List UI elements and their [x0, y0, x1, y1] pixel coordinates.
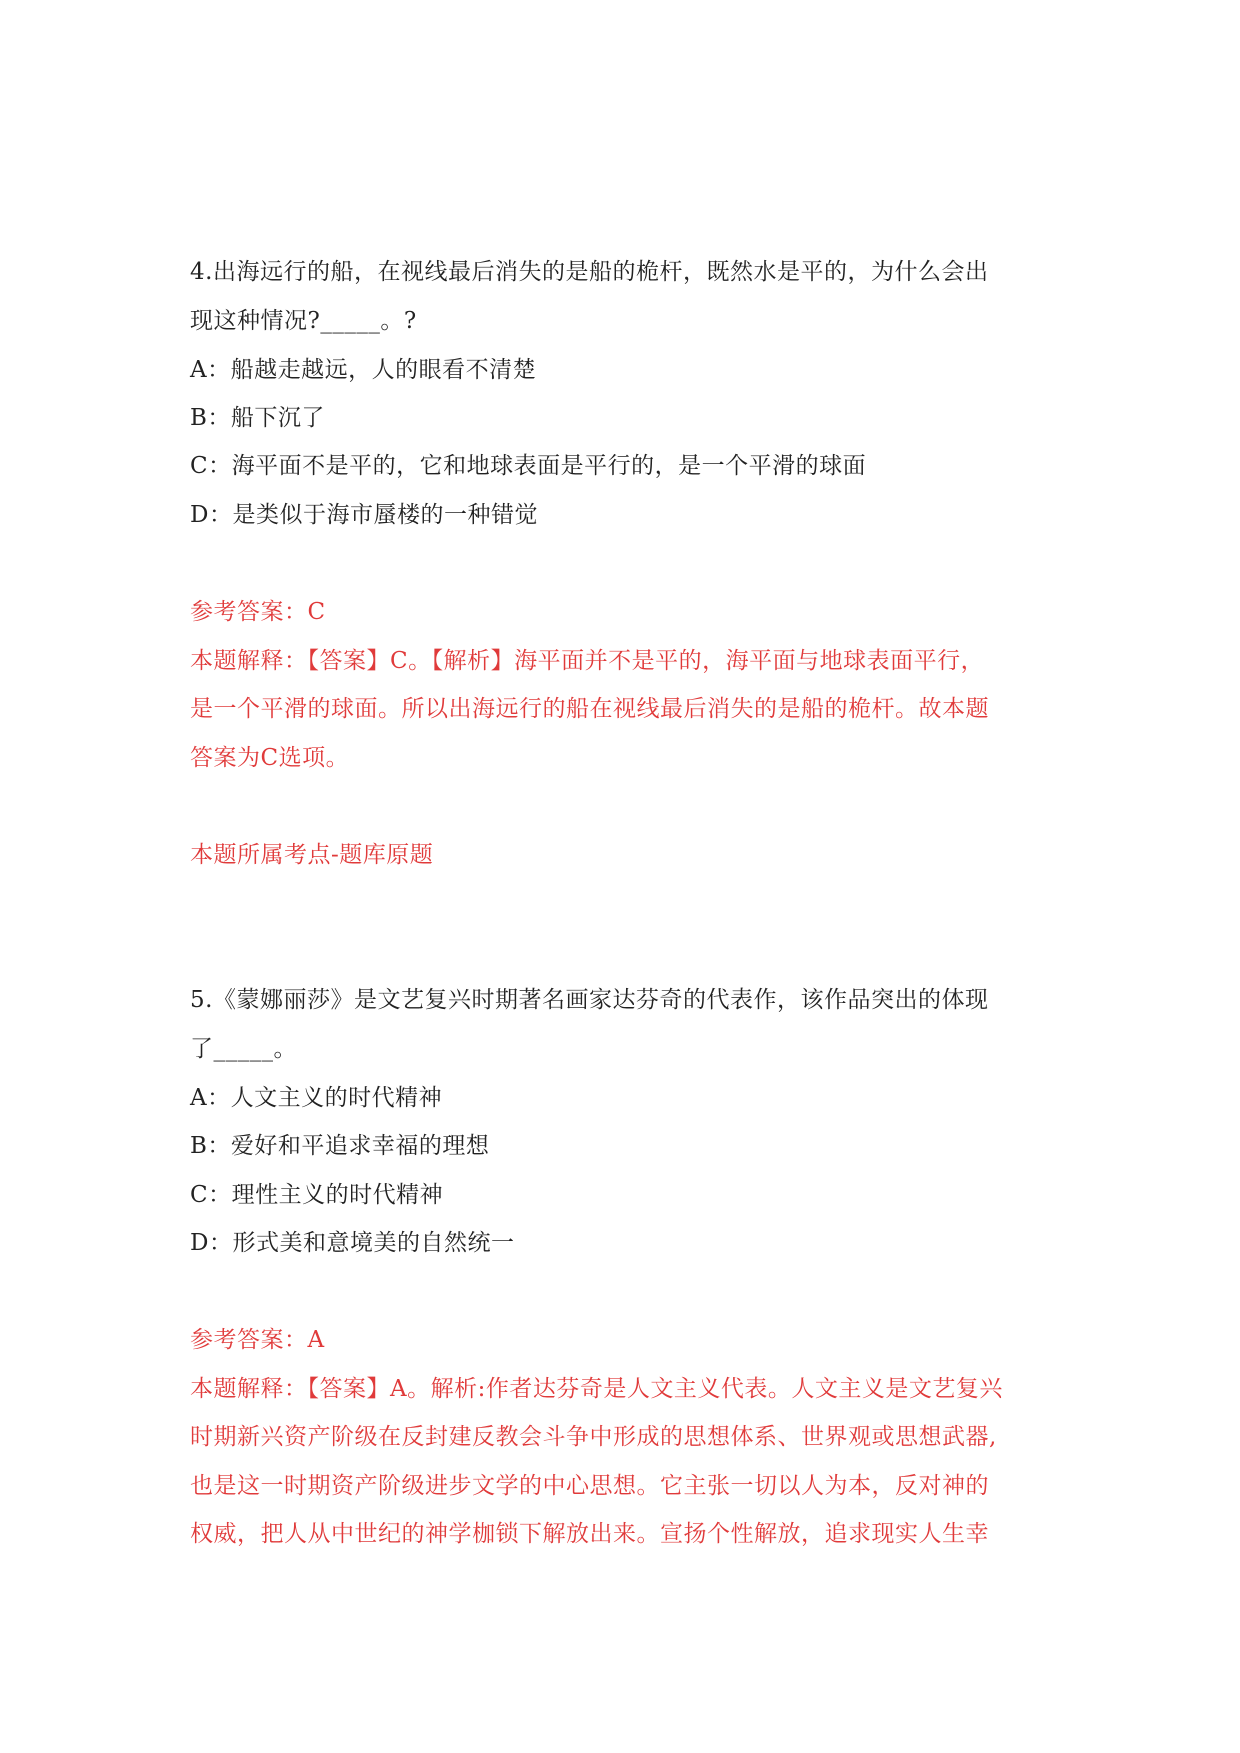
- question-4-option-b: B：船下沉了: [190, 405, 325, 431]
- question-5-explanation-line-1: 本题解释：【答案】A。解析:作者达芬奇是人文主义代表。人文主义是文艺复兴: [190, 1376, 1003, 1402]
- question-4-stem-line-2: 现这种情况?_____。?: [190, 308, 417, 334]
- question-5-answer: 参考答案：A: [190, 1327, 325, 1353]
- question-5-option-b: B：爱好和平追求幸福的理想: [190, 1133, 490, 1159]
- question-4-topic: 本题所属考点-题库原题: [190, 842, 434, 868]
- question-5-stem-line-2: 了_____。: [190, 1036, 297, 1062]
- question-4-option-a: A：船越走越远，人的眼看不清楚: [190, 357, 537, 383]
- question-5-option-a: A：人文主义的时代精神: [190, 1085, 443, 1111]
- question-5-explanation-line-3: 也是这一时期资产阶级进步文学的中心思想。它主张一切以人为本，反对神的: [190, 1473, 989, 1499]
- question-4-stem-line-1: 4.出海远行的船，在视线最后消失的是船的桅杆，既然水是平的，为什么会出: [190, 259, 989, 285]
- question-5-stem-line-1: 5.《蒙娜丽莎》是文艺复兴时期著名画家达芬奇的代表作，该作品突出的体现: [190, 987, 989, 1013]
- question-4-option-c: C：海平面不是平的，它和地球表面是平行的，是一个平滑的球面: [190, 453, 867, 479]
- question-5-explanation-line-2: 时期新兴资产阶级在反封建反教会斗争中形成的思想体系、世界观或思想武器,: [190, 1424, 997, 1450]
- question-5-option-d: D：形式美和意境美的自然统一: [190, 1230, 515, 1256]
- question-5-explanation-line-4: 权威，把人从中世纪的神学枷锁下解放出来。宣扬个性解放，追求现实人生幸: [190, 1521, 989, 1547]
- question-5-option-c: C：理性主义的时代精神: [190, 1182, 444, 1208]
- question-4-option-d: D：是类似于海市蜃楼的一种错觉: [190, 502, 538, 528]
- question-4-explanation-line-3: 答案为C选项。: [190, 745, 350, 771]
- question-4-explanation-line-1: 本题解释：【答案】C。【解析】海平面并不是平的，海平面与地球表面平行，: [190, 648, 985, 674]
- question-4-explanation-line-2: 是一个平滑的球面。所以出海远行的船在视线最后消失的是船的桅杆。故本题: [190, 696, 989, 722]
- question-4-answer: 参考答案：C: [190, 599, 326, 625]
